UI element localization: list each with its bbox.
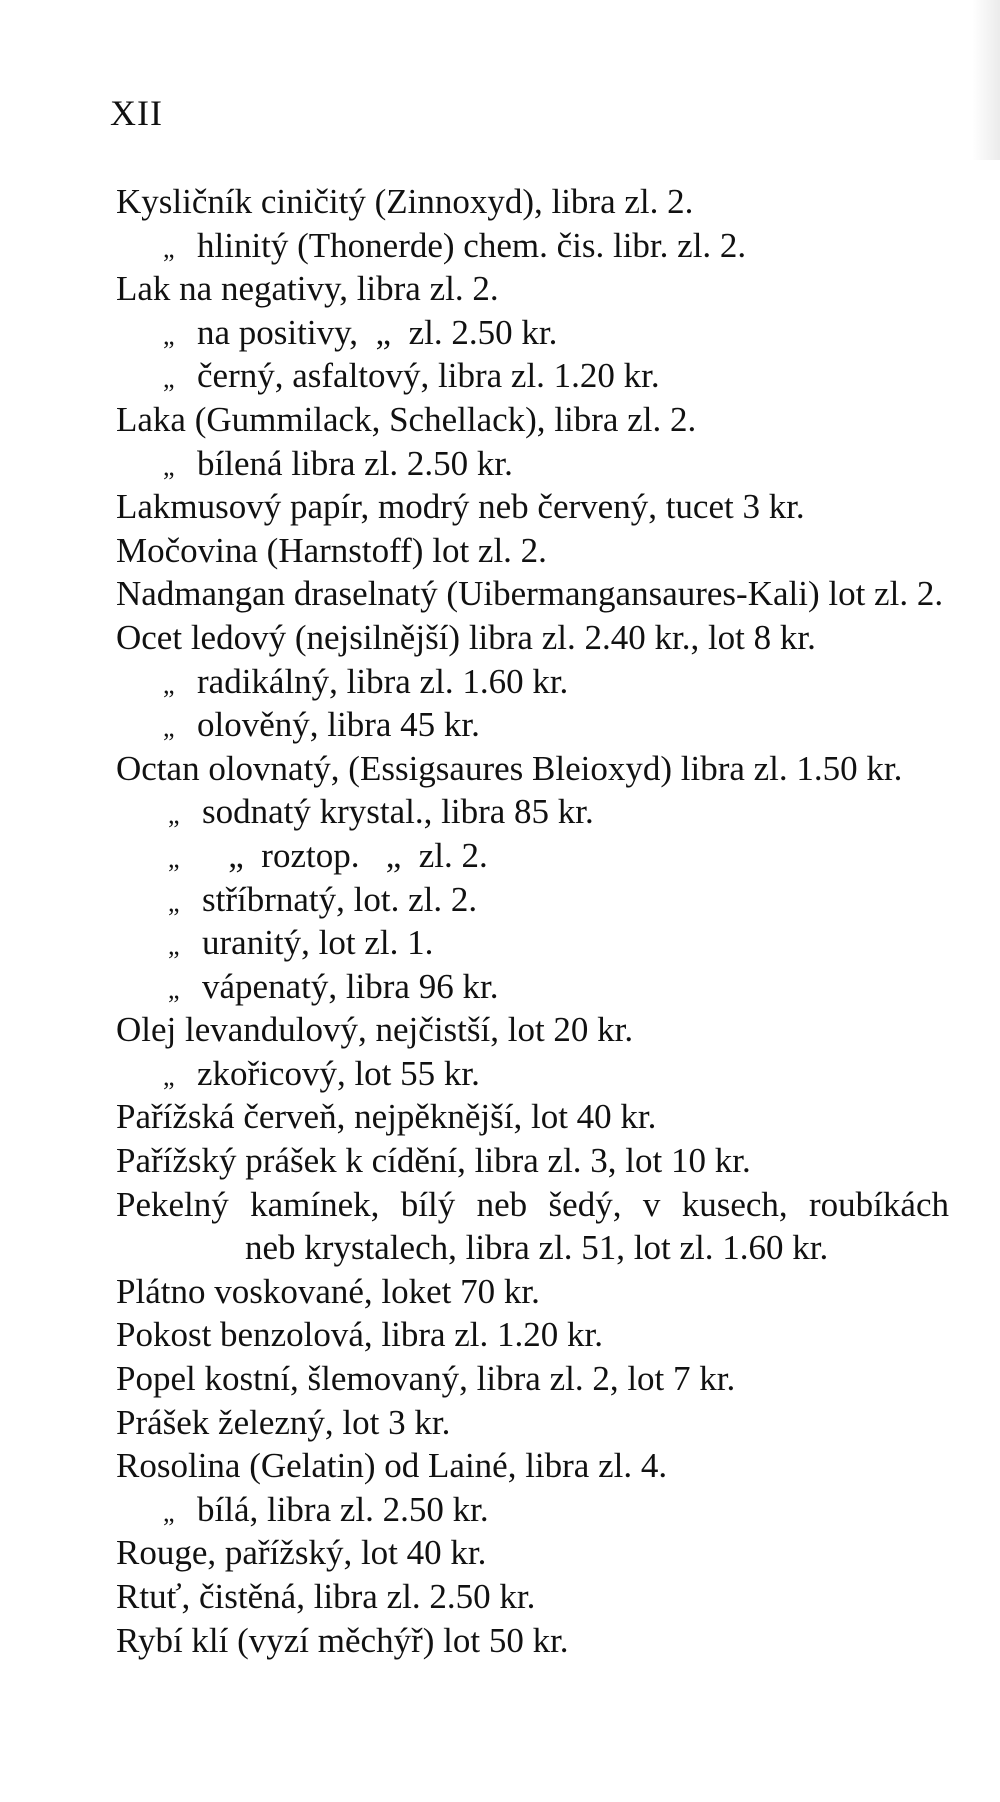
list-item bbox=[0, 1531, 1000, 1575]
list-item bbox=[0, 1488, 1000, 1532]
list-item bbox=[0, 1183, 949, 1227]
list-item-text: Rtuť, čistěná, libra zl. 2.50 kr. bbox=[116, 1577, 536, 1616]
price-list bbox=[0, 180, 1000, 1662]
list-item-word: v bbox=[642, 1184, 661, 1224]
list-item-text: Plátno voskované, loket 70 kr. bbox=[116, 1271, 540, 1311]
list-item bbox=[0, 703, 1000, 747]
list-item-word: neb bbox=[476, 1184, 528, 1224]
list-item bbox=[0, 224, 1000, 268]
list-item-text: Rouge, pařížský, lot 40 kr. bbox=[116, 1533, 487, 1573]
list-item bbox=[0, 311, 1000, 355]
ditto-mark: „ bbox=[163, 713, 175, 743]
list-item-word: kamínek, bbox=[250, 1184, 380, 1224]
list-item-text: Pařížská červeň, nejpěknější, lot 40 kr. bbox=[116, 1097, 657, 1137]
list-item bbox=[0, 1357, 1000, 1401]
list-item bbox=[0, 1619, 1000, 1663]
ditto-mark: „ bbox=[168, 931, 180, 961]
ditto-mark: „ bbox=[163, 233, 175, 263]
list-item bbox=[0, 965, 1000, 1009]
list-item-word: kusech, bbox=[681, 1184, 788, 1224]
list-item bbox=[0, 572, 1000, 616]
list-item bbox=[0, 660, 1000, 704]
list-item-word: roubíkách bbox=[809, 1184, 949, 1224]
list-item bbox=[0, 921, 1000, 965]
list-item bbox=[0, 267, 1000, 311]
list-item-text: na positivy, „ zl. 2.50 kr. bbox=[197, 312, 558, 352]
list-item-text: „ roztop. „ zl. 2. bbox=[202, 835, 488, 875]
ditto-mark: „ bbox=[168, 974, 180, 1004]
list-item-text: stříbrnatý, lot. zl. 2. bbox=[202, 879, 478, 919]
list-item-text: sodnatý krystal., libra 85 kr. bbox=[202, 792, 594, 832]
list-item bbox=[0, 747, 1000, 791]
list-item-text: olověný, libra 45 kr. bbox=[197, 705, 480, 745]
list-item bbox=[0, 1575, 1000, 1619]
list-item bbox=[0, 1095, 1000, 1139]
list-item-text: Laka (Gummilack, Schellack), libra zl. 2. bbox=[116, 399, 697, 439]
ditto-mark: „ bbox=[163, 1497, 175, 1527]
list-item-text: bílená libra zl. 2.50 kr. bbox=[197, 443, 513, 483]
list-item-text: radikálný, libra zl. 1.60 kr. bbox=[197, 661, 569, 701]
list-item-word: Pekelný bbox=[116, 1184, 229, 1224]
list-item bbox=[0, 1270, 1000, 1314]
list-item-word: šedý, bbox=[548, 1184, 622, 1224]
list-item-text: Pařížský prášek k cídění, libra zl. 3, lot 10 kr. bbox=[116, 1141, 751, 1181]
list-item-text: neb krystalech, libra zl. 51, lot zl. 1.60 kr. bbox=[245, 1228, 829, 1268]
list-item-text: hlinitý (Thonerde) chem. čis. libr. zl. 2. bbox=[197, 225, 747, 265]
list-item bbox=[0, 1008, 1000, 1052]
ditto-mark: „ bbox=[168, 800, 180, 830]
list-item-text: Popel kostní, šlemovaný, libra zl. 2, lot 7 kr. bbox=[116, 1359, 736, 1399]
list-item bbox=[0, 398, 1000, 442]
list-item bbox=[0, 1226, 1000, 1270]
ditto-mark: „ bbox=[168, 887, 180, 917]
ditto-mark: „ bbox=[163, 451, 175, 481]
list-item bbox=[0, 529, 1000, 573]
list-item bbox=[0, 1401, 1000, 1445]
ditto-mark: „ bbox=[163, 669, 175, 699]
ditto-mark: „ bbox=[168, 843, 180, 873]
list-item bbox=[0, 442, 1000, 486]
list-item-text: Lak na negativy, libra zl. 2. bbox=[116, 269, 499, 309]
list-item-text: zkořicový, lot 55 kr. bbox=[197, 1053, 480, 1093]
list-item-text: vápenatý, libra 96 kr. bbox=[202, 966, 499, 1006]
list-item-text: Prášek železný, lot 3 kr. bbox=[116, 1402, 451, 1442]
list-item-text: Lakmusový papír, modrý neb červený, tucet 3 kr. bbox=[116, 487, 805, 527]
page-number: XII bbox=[110, 93, 163, 133]
list-item-text: Ocet ledový (nejsilnější) libra zl. 2.40 kr., lot 8 kr. bbox=[116, 617, 816, 657]
page-edge-shadow bbox=[972, 0, 1000, 160]
list-item bbox=[0, 834, 1000, 878]
list-item-text: bílá, libra zl. 2.50 kr. bbox=[197, 1489, 489, 1529]
list-item bbox=[0, 616, 1000, 660]
ditto-mark: „ bbox=[163, 364, 175, 394]
list-item-text: Rybí klí (vyzí měchýř) lot 50 kr. bbox=[116, 1620, 569, 1660]
ditto-mark: „ bbox=[163, 320, 175, 350]
list-item-text: černý, asfaltový, libra zl. 1.20 kr. bbox=[197, 356, 660, 396]
list-item-word: bílý bbox=[400, 1184, 456, 1224]
list-item bbox=[0, 485, 1000, 529]
list-item-text: Kysličník ciničitý (Zinnoxyd), libra zl. 2. bbox=[116, 182, 694, 221]
list-item-text: Močovina (Harnstoff) lot zl. 2. bbox=[116, 530, 547, 570]
list-item-text: Rosolina (Gelatin) od Lainé, libra zl. 4. bbox=[116, 1446, 668, 1486]
list-item-text: Nadmangan draselnatý (Uibermangansaures-Kali) lot zl. 2. bbox=[116, 574, 944, 614]
list-item bbox=[0, 1052, 1000, 1096]
ditto-mark: „ bbox=[163, 1061, 175, 1091]
list-item bbox=[0, 1139, 1000, 1183]
list-item bbox=[0, 354, 1000, 398]
list-item-text: Pokost benzolová, libra zl. 1.20 kr. bbox=[116, 1315, 604, 1355]
list-item-text: Octan olovnatý, (Essigsaures Bleioxyd) libra zl. 1.50 kr. bbox=[116, 748, 903, 788]
list-item-text: Olej levandulový, nejčistší, lot 20 kr. bbox=[116, 1010, 634, 1050]
list-item-text: uranitý, lot zl. 1. bbox=[202, 923, 434, 963]
list-item bbox=[0, 1444, 1000, 1488]
list-item bbox=[0, 878, 1000, 922]
list-item bbox=[0, 180, 1000, 224]
list-item bbox=[0, 1313, 1000, 1357]
list-item bbox=[0, 790, 1000, 834]
